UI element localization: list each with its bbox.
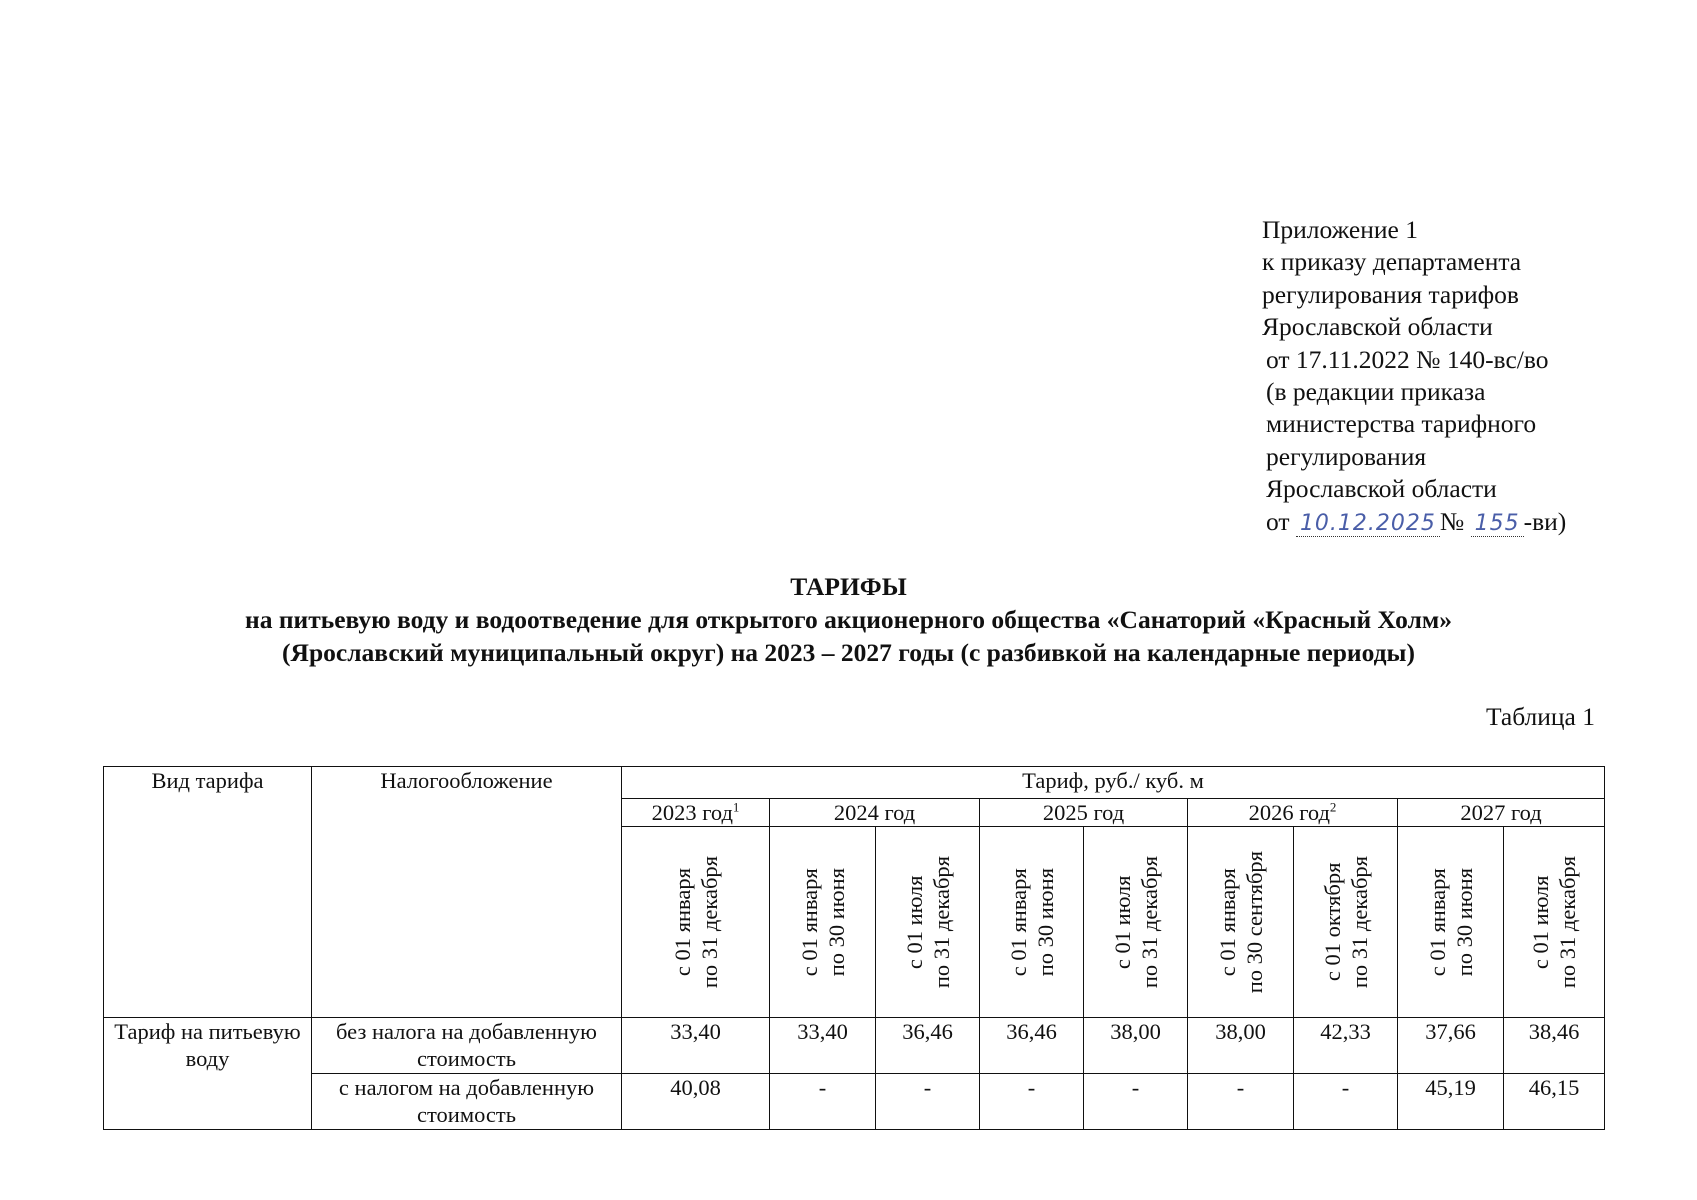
appendix-line: Ярославской области [1266,474,1497,504]
appendix-line: Приложение 1 [1262,215,1418,244]
tariff-value: - [876,1074,980,1130]
header-period: с 01 июля по 31 декабря [876,827,980,1018]
appendix-line: регулирования [1266,441,1427,471]
tariff-value: - [770,1074,876,1130]
tariff-value: 36,46 [876,1018,980,1074]
header-period: с 01 января по 30 июня [980,827,1084,1018]
header-period: с 01 января по 31 декабря [622,827,770,1018]
tariff-value: 37,66 [1398,1018,1504,1074]
tariff-value: 38,46 [1504,1018,1605,1074]
header-period: с 01 января по 30 июня [770,827,876,1018]
table-caption: Таблица 1 [1485,702,1595,731]
header-year: 2026 год$^2$ [1188,799,1398,827]
header-year: 2023 год$^1$ [622,799,770,827]
header-period: с 01 января по 30 сентября [1188,827,1294,1018]
tariff-value: 33,40 [622,1018,770,1074]
tariff-value: 42,33 [1294,1018,1398,1074]
footnote-mark: 1 [732,799,740,815]
tariff-value: 38,00 [1084,1018,1188,1074]
tariff-table [103,766,1605,1130]
header-tariff-type: Вид тарифа [104,767,312,1018]
header-year: 2024 год [770,799,980,827]
row-tariff-type: Тариф на питьевую воду [104,1018,312,1130]
handwritten-number: 155 [1471,511,1524,537]
table-row [104,1074,1605,1130]
title-line-3: (Ярославский муниципальный округ) на 2023 – 2027 годы (с разбивкой на календарные периоды) [282,638,1415,667]
header-period: с 01 октября по 31 декабря [1294,827,1398,1018]
appendix-line: к приказу департамента [1262,247,1522,277]
tariff-value: - [980,1074,1084,1130]
row-taxation: с налогом на добавленную стоимость [312,1074,622,1130]
appendix-order-ref: от 17.11.2022 № 140-вс/во [1266,344,1549,374]
header-period: с 01 июля по 31 декабря [1084,827,1188,1018]
header-taxation: Налогообложение [312,767,622,1018]
header-tariff-unit: Тариф, руб./ куб. м [622,767,1605,799]
tariff-value: 38,00 [1188,1018,1294,1074]
tariff-value: - [1084,1074,1188,1130]
appendix-line: Ярославской области [1262,312,1493,342]
header-period: с 01 января по 30 июня [1398,827,1504,1018]
document-title [0,570,1697,669]
tariff-value: 36,46 [980,1018,1084,1074]
appendix-line: министерства тарифного [1266,409,1537,439]
tariff-value: - [1188,1074,1294,1130]
title-main: ТАРИФЫ [790,572,907,601]
appendix-revision-line [1262,506,1566,540]
handwritten-date: 10.12.2025 [1296,511,1440,537]
tariff-value: 33,40 [770,1018,876,1074]
table-row [104,1018,1605,1074]
tariff-value: 40,08 [622,1074,770,1130]
row-taxation: без налога на добавленную стоимость [312,1018,622,1074]
tariff-value: 45,19 [1398,1074,1504,1130]
appendix-prefix: от [1266,506,1290,536]
appendix-line: (в редакции приказа [1266,377,1486,407]
tariff-value: 46,15 [1504,1074,1605,1130]
footnote-mark: 2 [1329,799,1337,815]
header-period: с 01 июля по 31 декабря [1504,827,1605,1018]
appendix-block [1262,214,1566,540]
number-sign: № [1439,506,1465,536]
title-line-2: на питьевую воду и водоотведение для открытого акционерного общества «Санаторий «Красный Холм» [245,605,1452,634]
header-year: 2025 год [980,799,1188,827]
appendix-line: регулирования тарифов [1262,279,1519,309]
tariff-value: - [1294,1074,1398,1130]
appendix-suffix: -ви) [1523,506,1567,536]
header-year: 2027 год [1398,799,1605,827]
